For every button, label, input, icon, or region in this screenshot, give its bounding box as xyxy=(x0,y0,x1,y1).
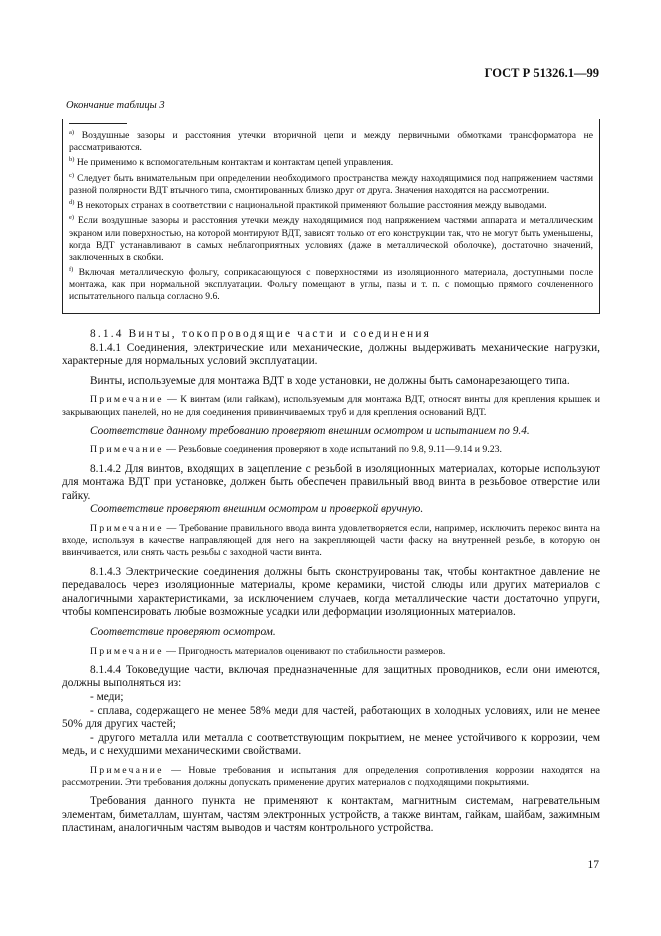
footnote-f: $^{f)}$ Включая металлическую фольгу, соприкасающуюся с поверхностями из изоляционного материала, доступными после монтажа, как при нормальной эксплуатации. Фольгу помещают в углы, пазы и т. п. с помощью прямого сочлененного испытательного пальца согласно 9.6. xyxy=(69,265,593,303)
paragraph: 8.1.4.3 Электрические соединения должны быть сконструированы так, чтобы контактное давление не передавалось через изоляционные материалы, кроме керамики, чистой слюды или других материалов с аналогичными характеристиками, за исключением случаев, когда металлические части достаточно упруги, чтобы компенсировать любые возможные усадки или деформации изоляционных материалов. xyxy=(62,565,600,619)
table-caption: Окончание таблицы 3 xyxy=(66,100,165,111)
compliance-check: Соответствие проверяют внешним осмотром и проверкой вручную. xyxy=(90,503,424,516)
table-footnotes-box xyxy=(62,119,600,314)
compliance-check: Соответствие проверяют осмотром. xyxy=(90,625,276,638)
footnote-d: $^{d)}$ В некоторых странах в соответствии с национальной практикой применяют большие расстояния между выводами. xyxy=(69,199,547,212)
section-title: 8.1.4 Винты, токопроводящие части и соединения xyxy=(90,328,432,340)
footnote-a: $^{a)}$ Воздушные зазоры и расстояния утечки вторичной цепи и между первичными обмотками трансформатора не рассматриваются. xyxy=(69,129,593,154)
note-label: Примечание xyxy=(90,394,164,406)
paragraph: 8.1.4.4 Токоведущие части, включая предназначенные для защитных проводников, если они имеются, должны выполняться из: xyxy=(62,663,600,690)
compliance-check: Соответствие данному требованию проверяют внешним осмотром и испытанием по 9.4. xyxy=(90,424,530,437)
paragraph: 8.1.4.2 Для винтов, входящих в зацепление с резьбой в изоляционных материалах, которые используют для монтажа ВДТ при установке, должен быть обеспечен правильный ввод винта в резьбовое отверстие или гайку. xyxy=(62,462,600,502)
document-body xyxy=(62,328,600,836)
paragraph: Винты, используемые для монтажа ВДТ в ходе установки, не должны быть самонарезающего типа. xyxy=(90,374,570,387)
note: Примечание — Требование правильного ввода винта удовлетворяется если, например, исключить перекос винта на входе, используя в качестве направляющей для него на закрепляющей части фаску на внутренней резьбе, в которую он ввинчивается, или снять часть резьбы с заходной части винта. xyxy=(62,522,600,559)
paragraph: 8.1.4.1 Соединения, электрические или механические, должны выдерживать механические нагрузки, характерные для нормальных условий эксплуатации. xyxy=(62,341,600,368)
page-number: 17 xyxy=(587,859,599,871)
note-label: Примечание xyxy=(90,444,164,456)
list-item: - другого металла или металла с соответствующим покрытием, не менее устойчивого к коррозии, чем медь, и с нехудшими механическими свойствами. xyxy=(62,731,600,758)
document-header: ГОСТ Р 51326.1—99 xyxy=(484,66,599,80)
note-label: Примечание xyxy=(90,522,164,534)
footnote-e: $^{e)}$ Если воздушные зазоры и расстояния утечки между находящимися под напряжением частями аппарата и металлическим экраном или поверхностью, на которой монтируют ВДТ, зависят только от его конструкции так, что не могут быть уменьшены, когда ВДТ устанавливают в самых неблагоприятных условиях (даже в металлической оболочке), достаточно значений, заключенных в скобки. xyxy=(69,214,593,263)
note-label: Примечание xyxy=(90,645,164,657)
footnote-b: $^{b)}$ Не применимо к вспомогательным контактам и контактам цепей управления. xyxy=(69,156,394,169)
list-item: - сплава, содержащего не менее 58% меди для частей, работающих в холодных условиях, или не менее 50% для других частей; xyxy=(62,704,600,731)
list-item: - меди; xyxy=(90,690,124,703)
note: Примечание — Пригодность материалов оценивают по стабильности размеров. xyxy=(90,645,446,657)
footnote-separator xyxy=(69,123,127,124)
note: Примечание — Резьбовые соединения проверяют в ходе испытаний по 9.8, 9.11—9.14 и 9.23. xyxy=(90,444,503,456)
note: Примечание — К винтам (или гайкам), используемым для монтажа ВДТ, относят винты для крепления крышек и закрывающих панелей, но не для соединения привинчиваемых труб и для крепления оснований ВДТ. xyxy=(62,394,600,418)
note-label: Примечание xyxy=(90,764,164,776)
note: Примечание — Новые требования и испытания для определения сопротивления коррозии находятся на рассмотрении. Эти требования должны допускать применение других материалов с подходящими покрытиями. xyxy=(62,764,600,789)
paragraph: Требования данного пункта не применяют к контактам, магнитным системам, нагревательным элементам, биметаллам, шунтам, частям электронных устройств, а также винтам, гайкам, шайбам, зажимным пластинам, аналогичным частям выводов и частям контрольного устройства. xyxy=(62,795,600,835)
footnote-c: $^{c)}$ Следует быть внимательным при определении необходимого пространства между находящимися под напряжением частями разной полярности ВДТ втычного типа, смонтированных близко друг от друга. Значения находятся на рассмотрении. xyxy=(69,171,593,196)
